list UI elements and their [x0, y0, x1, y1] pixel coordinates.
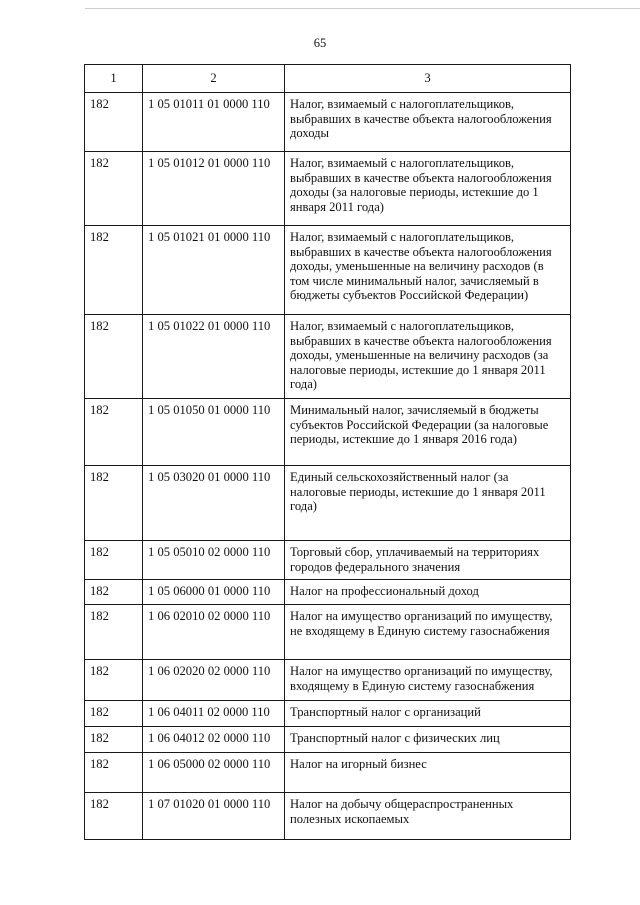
- admin-code-cell: 182: [85, 93, 143, 152]
- table-row: [85, 541, 571, 580]
- table-row: [85, 226, 571, 315]
- table-row: [85, 580, 571, 605]
- table-row: [85, 660, 571, 701]
- revenue-name-cell: Налог на игорный бизнес: [285, 753, 571, 793]
- table-row: [85, 315, 571, 399]
- admin-code-cell: 182: [85, 727, 143, 753]
- admin-code-cell: 182: [85, 541, 143, 580]
- revenue-code-cell: 1 06 02020 02 0000 110: [143, 660, 285, 701]
- admin-code-cell: 182: [85, 226, 143, 315]
- revenue-code-cell: 1 05 01022 01 0000 110: [143, 315, 285, 399]
- admin-code-cell: 182: [85, 753, 143, 793]
- revenue-name-cell: Налог, взимаемый с налогоплательщиков, выбравших в качестве объекта налогообложения доходы, уменьшенные на величину расходов (за налоговые периоды, истекшие до 1 января 2011 года): [285, 315, 571, 399]
- revenue-code-cell: 1 07 01020 01 0000 110: [143, 793, 285, 840]
- table-row: [85, 793, 571, 840]
- table-header-row: [85, 65, 571, 93]
- page-number: 65: [313, 36, 327, 50]
- revenue-code-cell: 1 05 01012 01 0000 110: [143, 152, 285, 226]
- admin-code-cell: 182: [85, 701, 143, 727]
- revenue-code-cell: 1 06 04011 02 0000 110: [143, 701, 285, 727]
- revenue-code-cell: 1 05 01050 01 0000 110: [143, 399, 285, 466]
- admin-code-cell: 182: [85, 605, 143, 660]
- admin-code-cell: 182: [85, 466, 143, 541]
- header-col-1: 1: [85, 65, 143, 93]
- admin-code-cell: 182: [85, 315, 143, 399]
- admin-code-cell: 182: [85, 399, 143, 466]
- table-row: [85, 701, 571, 727]
- table-row: [85, 93, 571, 152]
- revenue-code-cell: 1 06 02010 02 0000 110: [143, 605, 285, 660]
- table-row: [85, 466, 571, 541]
- table-row: [85, 399, 571, 466]
- revenue-code-cell: 1 05 01011 01 0000 110: [143, 93, 285, 152]
- revenue-name-cell: Налог, взимаемый с налогоплательщиков, выбравших в качестве объекта налогообложения доходы, уменьшенные на величину расходов (в том числе минимальный налог, зачисляемый в бюджеты субъектов Российской Федерации): [285, 226, 571, 315]
- revenue-codes-table: [84, 64, 571, 840]
- revenue-code-cell: 1 05 06000 01 0000 110: [143, 580, 285, 605]
- top-scan-rule: [85, 8, 640, 9]
- revenue-name-cell: Единый сельскохозяйственный налог (за налоговые периоды, истекшие до 1 января 2011 года): [285, 466, 571, 541]
- admin-code-cell: 182: [85, 580, 143, 605]
- table-row: [85, 152, 571, 226]
- revenue-code-cell: 1 05 05010 02 0000 110: [143, 541, 285, 580]
- revenue-name-cell: Транспортный налог с организаций: [285, 701, 571, 727]
- admin-code-cell: 182: [85, 152, 143, 226]
- revenue-name-cell: Налог на имущество организаций по имуществу, входящему в Единую систему газоснабжения: [285, 660, 571, 701]
- revenue-name-cell: Торговый сбор, уплачиваемый на территориях городов федерального значения: [285, 541, 571, 580]
- revenue-name-cell: Транспортный налог с физических лиц: [285, 727, 571, 753]
- revenue-name-cell: Налог на профессиональный доход: [285, 580, 571, 605]
- admin-code-cell: 182: [85, 793, 143, 840]
- revenue-name-cell: Минимальный налог, зачисляемый в бюджеты субъектов Российской Федерации (за налоговые периоды, истекшие до 1 января 2016 года): [285, 399, 571, 466]
- revenue-code-cell: 1 06 05000 02 0000 110: [143, 753, 285, 793]
- table-row: [85, 727, 571, 753]
- table-row: [85, 753, 571, 793]
- revenue-code-cell: 1 05 01021 01 0000 110: [143, 226, 285, 315]
- revenue-code-cell: 1 06 04012 02 0000 110: [143, 727, 285, 753]
- revenue-name-cell: Налог, взимаемый с налогоплательщиков, выбравших в качестве объекта налогообложения доходы (за налоговые периоды, истекшие до 1 января 2011 года): [285, 152, 571, 226]
- table-row: [85, 605, 571, 660]
- admin-code-cell: 182: [85, 660, 143, 701]
- header-col-3: 3: [285, 65, 571, 93]
- header-col-2: 2: [143, 65, 285, 93]
- revenue-name-cell: Налог на добычу общераспространенных полезных ископаемых: [285, 793, 571, 840]
- revenue-name-cell: Налог на имущество организаций по имуществу, не входящему в Единую систему газоснабжения: [285, 605, 571, 660]
- revenue-code-cell: 1 05 03020 01 0000 110: [143, 466, 285, 541]
- revenue-name-cell: Налог, взимаемый с налогоплательщиков, выбравших в качестве объекта налогообложения доходы: [285, 93, 571, 152]
